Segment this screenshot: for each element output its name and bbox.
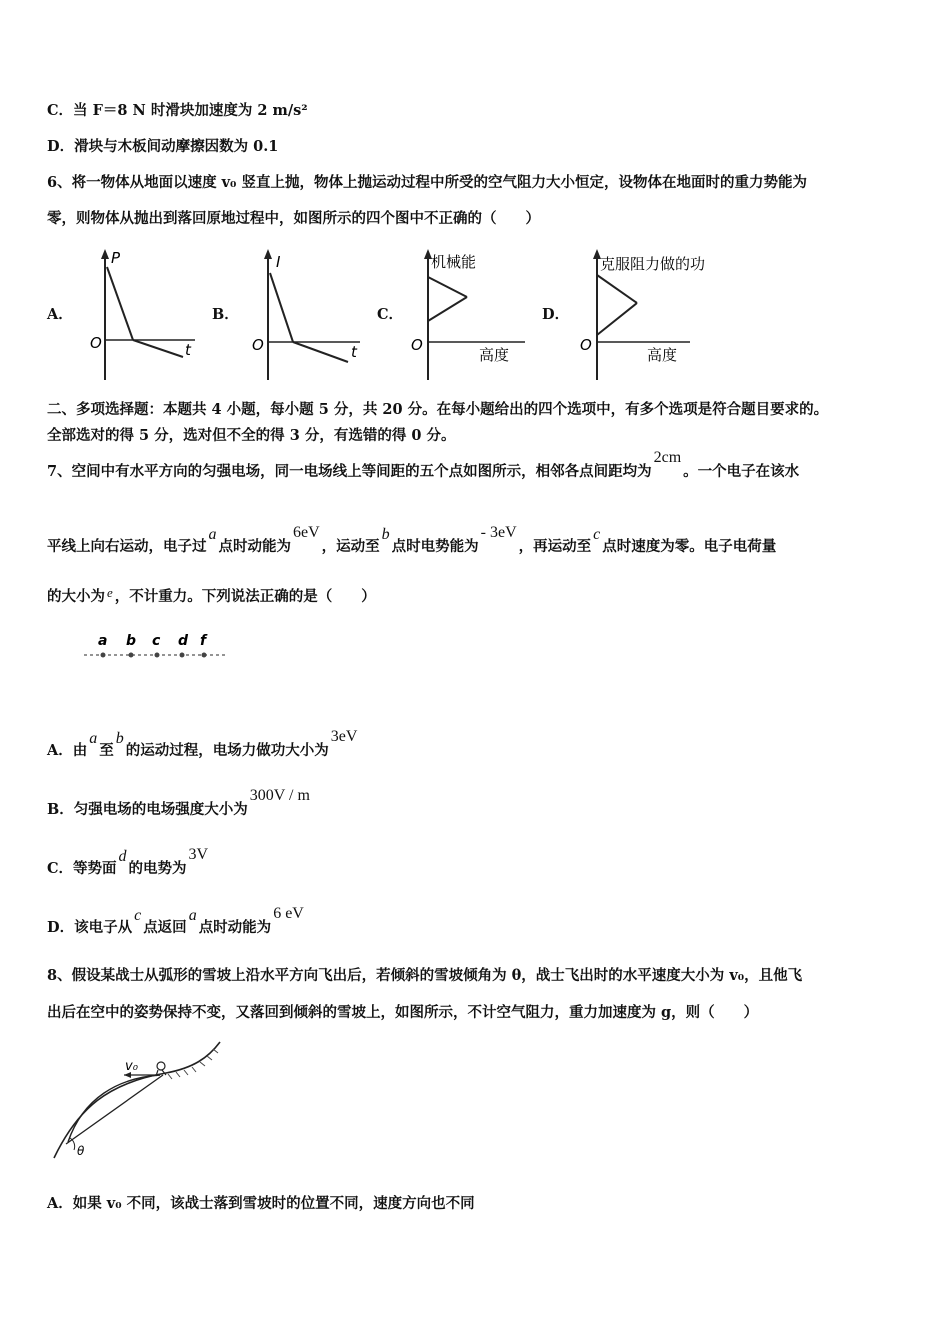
- q7-stem-line1: [47, 449, 800, 482]
- q7-var-b: b: [381, 526, 390, 543]
- graph-b-y-label: I: [276, 253, 281, 271]
- graph-c-y-label: 机械能: [431, 253, 477, 271]
- point-f-label: f: [200, 633, 207, 649]
- q7-l2-c: ，运动至: [321, 538, 380, 555]
- graph-a-label: A．: [47, 306, 73, 323]
- q7-l3-b: ，不计重力。下列说法正确的是（ ）: [114, 588, 376, 605]
- q7-d-math: 6 eV: [273, 905, 304, 922]
- q7-a-var1: a: [89, 730, 98, 747]
- q7-l2-b: 点时动能为: [218, 538, 291, 555]
- q7-c-post: 的电势为: [128, 860, 187, 877]
- graph-d-origin: O: [580, 336, 592, 354]
- q7-l3-a: 的大小为: [47, 588, 105, 605]
- point-f: [202, 653, 207, 658]
- point-b-label: b: [126, 633, 137, 649]
- q7-option-c: [47, 846, 210, 879]
- q7-a-pre: A．由: [47, 742, 88, 759]
- q7-c-math: 3V: [188, 846, 209, 863]
- q7-spacing-value: 2cm: [653, 449, 682, 466]
- point-d: [180, 653, 185, 658]
- q7-d-post: 点时动能为: [198, 919, 272, 936]
- point-d-label: d: [178, 633, 189, 649]
- graph-d: [575, 245, 735, 385]
- point-a: [101, 653, 106, 658]
- section2-header-line2: 全部选对的得 5 分，选对但不全的得 3 分，有选错的得 0 分。: [47, 427, 456, 444]
- q6-stem-line2: 零，则物体从抛出到落回原地过程中，如图所示的四个图中不正确的（ ）: [47, 210, 540, 227]
- q7-potential-energy: - 3eV: [480, 524, 517, 541]
- q7-l2-a: 平线上向右运动，电子过: [47, 538, 207, 555]
- section2-header-line1: 二、多项选择题：本题共 4 小题，每小题 5 分，共 20 分。在每小题给出的四个选项中，有多个选项是符合题目要求的。: [47, 401, 829, 418]
- q7-a-var2: b: [115, 730, 124, 747]
- q8-stem-line1: 8、假设某战士从弧形的雪坡上沿水平方向飞出后，若倾斜的雪坡倾角为 θ，战士飞出时的水平速度大小为 v₀，且他飞: [47, 967, 803, 984]
- q7-a-post: 的运动过程，电场力做功大小为: [125, 742, 329, 759]
- q7-option-a: [47, 728, 359, 761]
- point-c: [155, 653, 160, 658]
- graph-d-x-label: 高度: [647, 346, 678, 364]
- q7-stem-line3: [47, 587, 376, 607]
- q7-l2-e: ，再运动至: [518, 538, 592, 555]
- q7-field-line-figure: [80, 628, 230, 664]
- option-c-prev: C．当 F＝8 N 时滑块加速度为 2 m/s²: [47, 102, 308, 119]
- q7-a-math: 3eV: [330, 728, 358, 745]
- graph-b: [248, 245, 368, 385]
- graph-b-x-label: t: [351, 343, 357, 361]
- q7-l2-d: 点时电势能为: [391, 538, 479, 555]
- q7-b-pre: B．匀强电场的电场强度大小为: [47, 801, 248, 818]
- graph-c-origin: O: [411, 336, 423, 354]
- q7-l2-f: 点时速度为零。电子电荷量: [602, 538, 777, 555]
- q7-var-e: e: [107, 585, 113, 600]
- q7-b-math: 300V / m: [249, 787, 310, 804]
- q7-d-var2: a: [188, 907, 197, 924]
- q7-c-pre: C．等势面: [47, 860, 117, 877]
- angle-label: θ: [77, 1144, 85, 1158]
- q7-d-pre: D．该电子从: [47, 919, 133, 936]
- graph-b-origin: O: [252, 336, 264, 354]
- q7-a-mid: 至: [99, 742, 114, 759]
- soldier-icon: [157, 1062, 165, 1070]
- q8-stem-line2: 出后在空中的姿势保持不变，又落回到倾斜的雪坡上，如图所示，不计空气阻力，重力加速度为 g，则（ ）: [47, 1004, 759, 1021]
- graph-d-label: D．: [542, 306, 570, 323]
- graph-a: [85, 245, 200, 385]
- q7-var-a: a: [208, 526, 217, 543]
- graph-a-origin: O: [90, 334, 102, 352]
- graph-d-y-label: 克服阻力做的功: [600, 255, 706, 273]
- q7-d-mid: 点返回: [143, 919, 187, 936]
- graph-a-x-label: t: [185, 341, 191, 359]
- q7-l1-tail: 。一个电子在该水: [683, 463, 800, 480]
- graph-c: [405, 245, 535, 385]
- velocity-label: v₀: [125, 1059, 138, 1074]
- point-c-label: c: [152, 633, 161, 649]
- q7-l1-text: 7、空间中有水平方向的匀强电场，同一电场线上等间距的五个点如图所示，相邻各点间距均为: [47, 463, 652, 480]
- q6-stem-line1: 6、将一物体从地面以速度 v₀ 竖直上抛，物体上抛运动过程中所受的空气阻力大小恒定，设物体在地面时的重力势能为: [47, 174, 807, 191]
- q7-var-c: c: [593, 526, 601, 543]
- q8-slope-figure: [48, 1038, 228, 1168]
- q8-option-a: A．如果 v₀ 不同，该战士落到雪坡时的位置不同，速度方向也不同: [47, 1195, 475, 1212]
- q7-d-var1: c: [134, 907, 142, 924]
- q7-stem-line2: [47, 524, 777, 557]
- graph-c-label: C．: [377, 306, 404, 323]
- graph-a-y-label: P: [111, 249, 121, 267]
- graph-b-label: B．: [212, 306, 239, 323]
- graph-c-x-label: 高度: [479, 346, 510, 364]
- q7-option-d: [47, 905, 306, 938]
- option-d-prev: D．滑块与木板间动摩擦因数为 0.1: [47, 138, 279, 155]
- point-b: [129, 653, 134, 658]
- point-a-label: a: [98, 633, 108, 649]
- q7-c-var: d: [118, 848, 127, 865]
- q7-kinetic-energy: 6eV: [293, 524, 320, 541]
- q7-option-b: [47, 787, 312, 820]
